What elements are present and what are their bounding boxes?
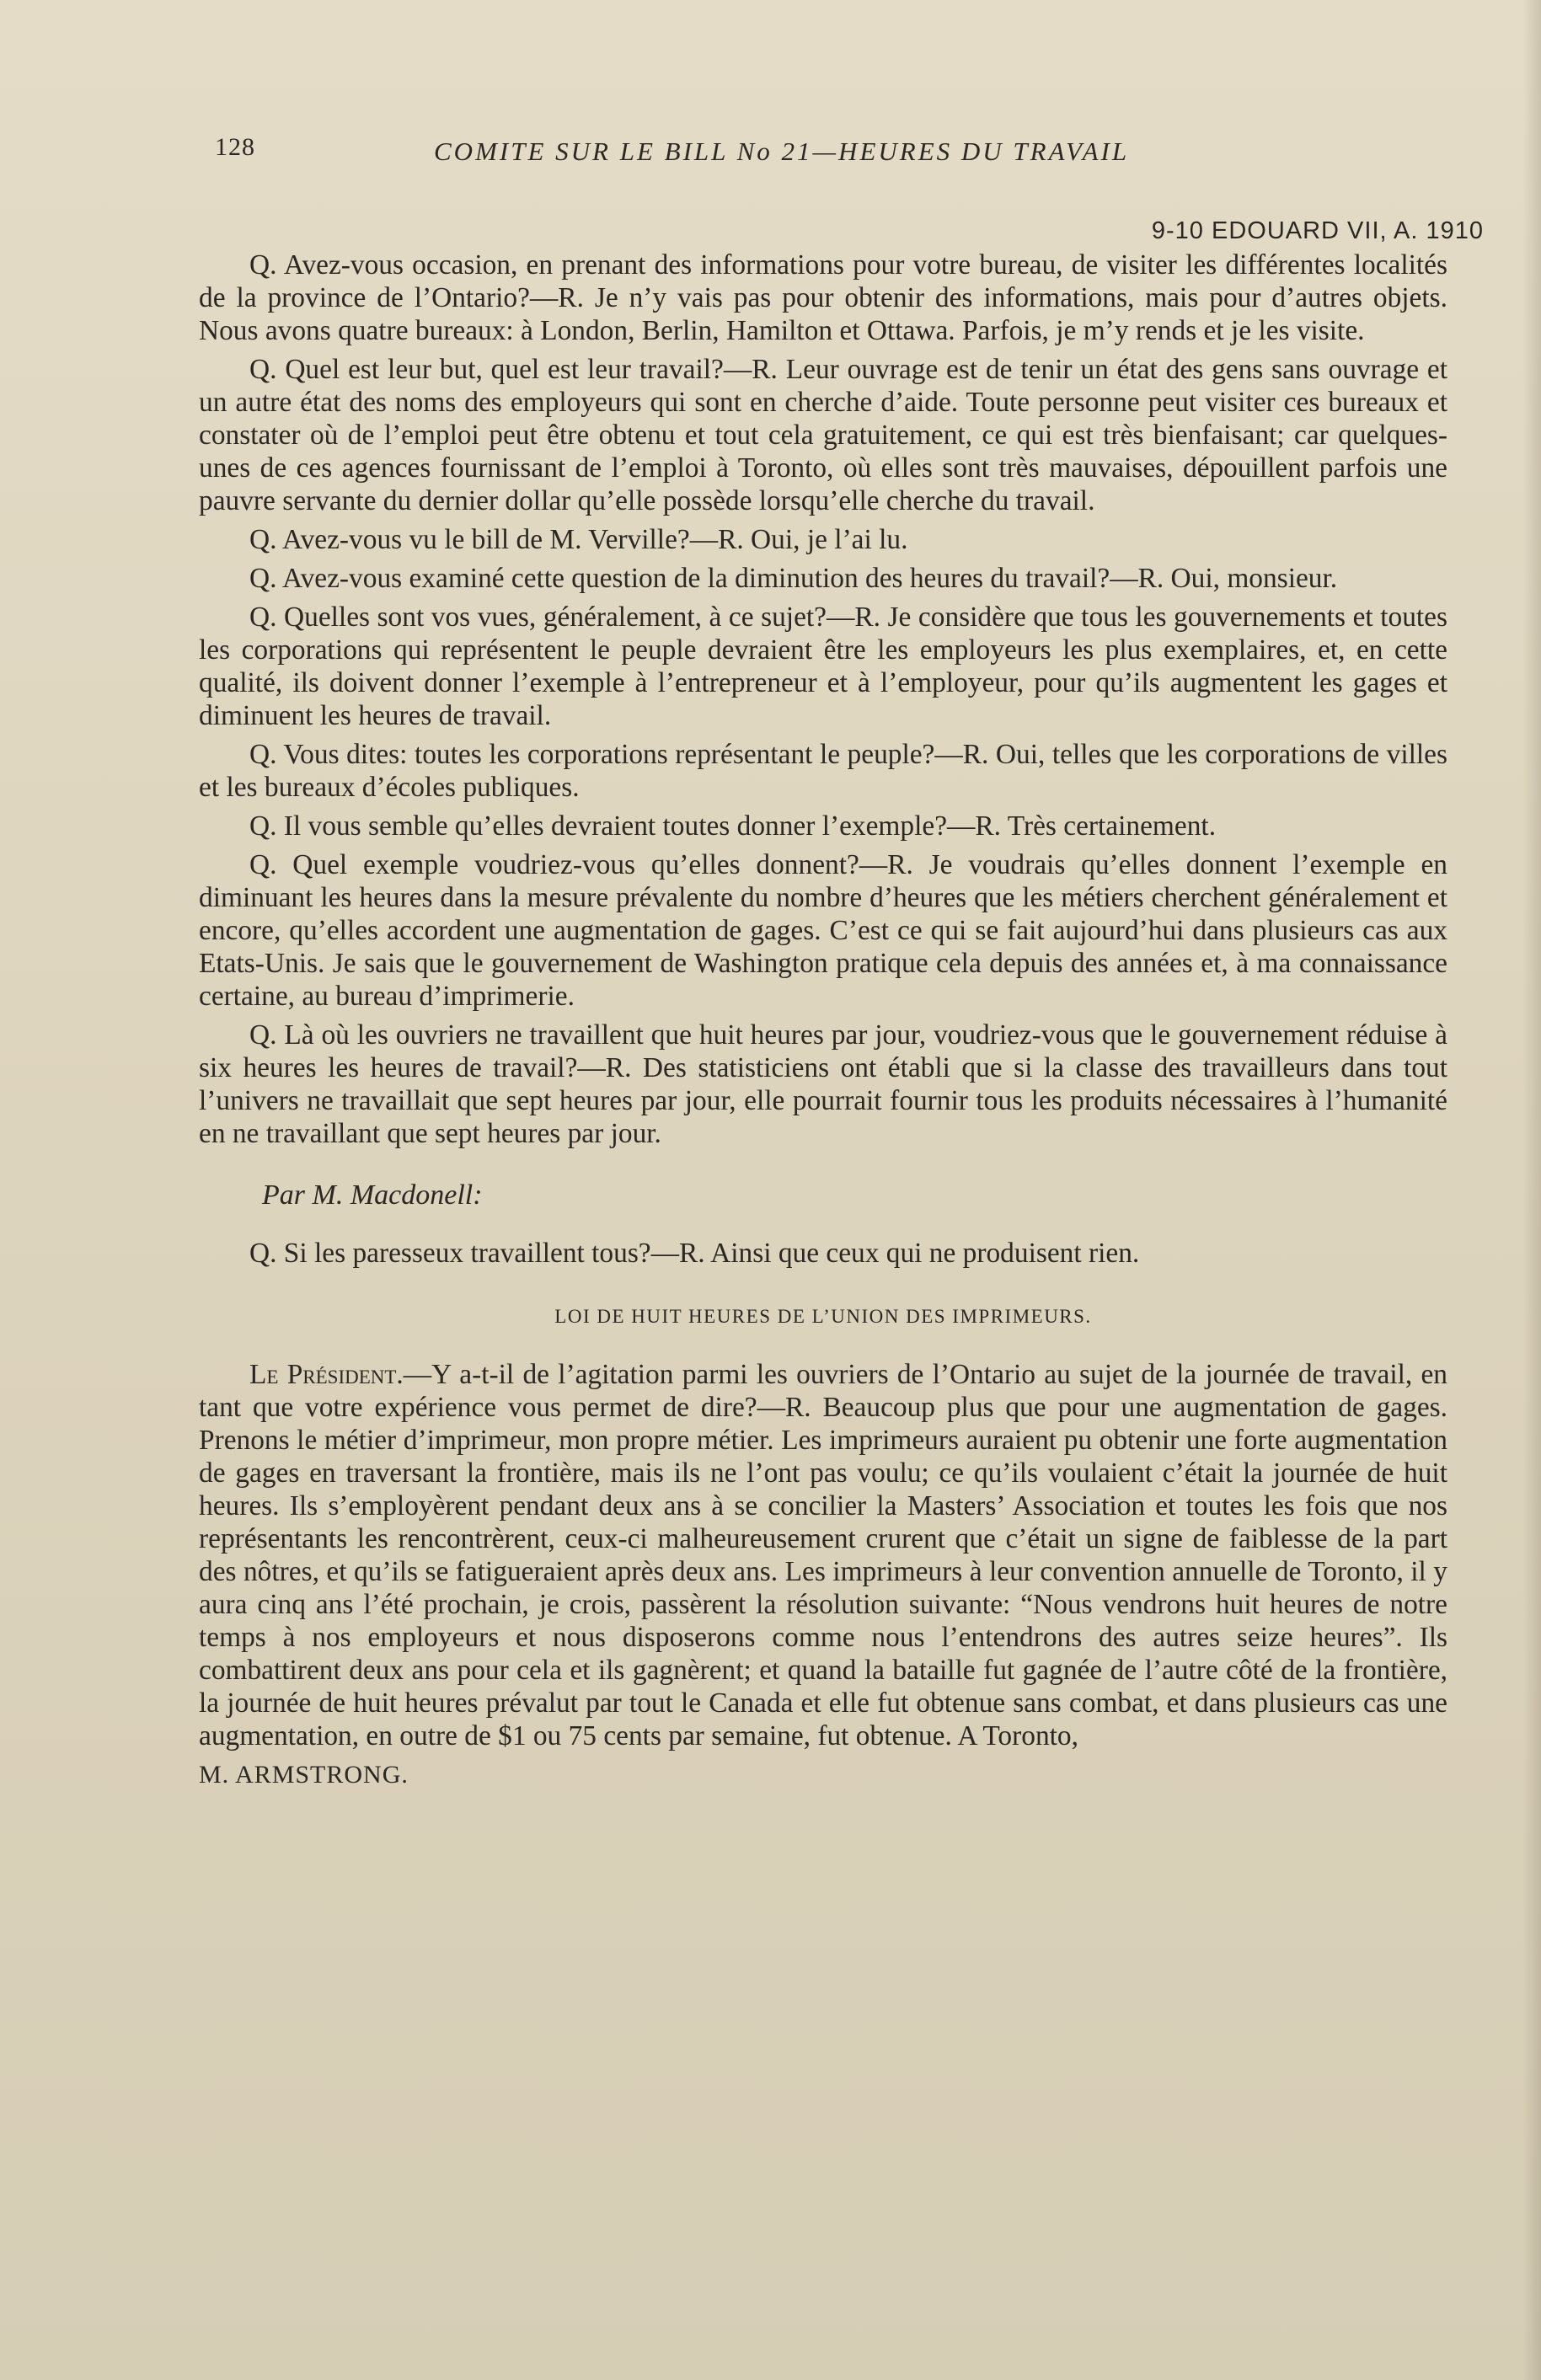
- paragraph-visits: Q. Avez-vous occasion, en prenant des informations pour votre bureau, de visiter les différentes localités de la province de l’Ontario?—R. Je n’y vais pas pour obtenir des informations, mais pour d’autres objets. Nous avons quatre bureaux: à London, Berlin, Hamilton et Ottawa. Parfois, je m’y rends et je les visite.: [199, 249, 1447, 346]
- paragraph-example: Q. Il vous semble qu’elles devraient toutes donner l’exemple?—R. Très certainement.: [249, 810, 1217, 842]
- paragraph-president: [199, 1358, 1447, 1752]
- page-header: [215, 133, 1378, 175]
- president-paragraph-text: —Y a-t-il de l’agitation parmi les ouvriers de l’Ontario au sujet de la journée de travail, en tant que votre expérience vous permet de dire?—R. Beaucoup plus que pour une augmentation de gages. Prenons le métier d’imprimeur, mon propre métier. Les imprimeurs auraient pu obtenir une forte augmentation de gages en traversant la frontière, mais ils ne l’ont pas voulu; ce qu’ils voulaient c’était la journée de huit heures. Ils s’employèrent pendant deux ans à se concilier la Masters’ Association et toutes les fois que nos représentants les rencontrèrent, ceux-ci malheureusement crurent que c’était un signe de faiblesse de la part des nôtres, et qu’ils se fatigueraient après deux ans. Les imprimeurs à leur convention annuelle de Toronto, il y aura cinq ans l’été prochain, je crois, passèrent la résolution suivante: “Nous vendrons huit heures de notre temps à nos employeurs et nous disposerons comme nous l’entendrons des autres seize heures”. Ils combattirent deux ans pour cela et ils gagnèrent; et quand la bataille fut gagnée de l’autre côté de la frontière, la journée de huit heures prévalut par tout le Canada et elle fut obtenue sans combat, et dans plusieurs cas une augmentation, en outre de $1 ou 75 cents par semaine, fut obtenue. A Toronto,: [199, 1359, 1447, 1752]
- edition-line: 9-10 EDOUARD VII, A. 1910: [1151, 217, 1484, 244]
- president-label: Le Président.: [249, 1359, 404, 1390]
- section-heading: LOI DE HUIT HEURES DE L’UNION DES IMPRIMEURS.: [554, 1306, 1092, 1327]
- page-number: 128: [215, 133, 255, 161]
- paragraph-macdonell-question: Q. Si les paresseux travaillent tous?—R. Ainsi que ceux qui ne produisent rien.: [249, 1238, 1140, 1269]
- paragraph-corporations: Q. Vous dites: toutes les corporations représentant le peuple?—R. Oui, telles que les corporations de villes et les bureaux d’écoles publiques.: [199, 739, 1447, 803]
- paragraph-which-example: Q. Quel exemple voudriez-vous qu’elles donnent?—R. Je voudrais qu’elles donnent l’exemple en diminuant les heures dans la mesure prévalente du nombre d’heures que les métiers cherchent généralement et encore, qu’elles accordent une augmentation de gages. C’est ce qui se fait aujourd’hui dans plusieurs cas aux Etats-Unis. Je sais que le gouvernement de Washington pratique cela depuis des années et, à ma connaissance certaine, au bureau d’imprimerie.: [199, 849, 1447, 1012]
- page-edge-shadow: [1522, 0, 1541, 2380]
- paragraph-verville-bill: Q. Avez-vous vu le bill de M. Verville?—R. Oui, je l’ai lu.: [249, 524, 908, 555]
- paragraph-six-hours: Q. Là où les ouvriers ne travaillent que huit heures par jour, voudriez-vous que le gouvernement réduise à six heures les heures de travail?—R. Des statisticiens ont établi que si la classe des travailleurs dans tout l’univers ne travaillait que sept heures par jour, elle pourrait fournir tous les produits nécessaires à l’humanité en ne travaillant que sept heures par jour.: [199, 1019, 1447, 1149]
- page-body: [199, 249, 1447, 1791]
- running-title: COMITE SUR LE BILL No 21—HEURES DU TRAVAIL: [434, 136, 1130, 166]
- paragraph-offices-purpose: Q. Quel est leur but, quel est leur travail?—R. Leur ouvrage est de tenir un état des gens sans ouvrage et un autre état des noms des employeurs qui sont en cherche d’aide. Toute personne peut visiter ces bureaux et constater où de l’emploi peut être obtenu et tout cela gratuitement, ce qui est très bienfaisant; car quelques-unes de ces agences fournissant de l’emploi à Toronto, où elles sont très mauvaises, dépouillent parfois une pauvre servante du dernier dollar qu’elle possède lorsqu’elle cherche du travail.: [199, 354, 1447, 516]
- footer-signature: M. ARMSTRONG.: [199, 1761, 409, 1789]
- speaker-line: Par M. Macdonell:: [262, 1179, 483, 1211]
- paragraph-hours-question: Q. Avez-vous examiné cette question de la diminution des heures du travail?—R. Oui, monsieur.: [249, 563, 1338, 594]
- paragraph-views: Q. Quelles sont vos vues, généralement, à ce sujet?—R. Je considère que tous les gouvernements et toutes les corporations qui représentent le peuple devraient être les employeurs les plus exemplaires, et, en cette qualité, ils doivent donner l’exemple à l’entrepreneur et à l’employeur, pour qu’ils augmentent les gages et diminuent les heures de travail.: [199, 602, 1447, 731]
